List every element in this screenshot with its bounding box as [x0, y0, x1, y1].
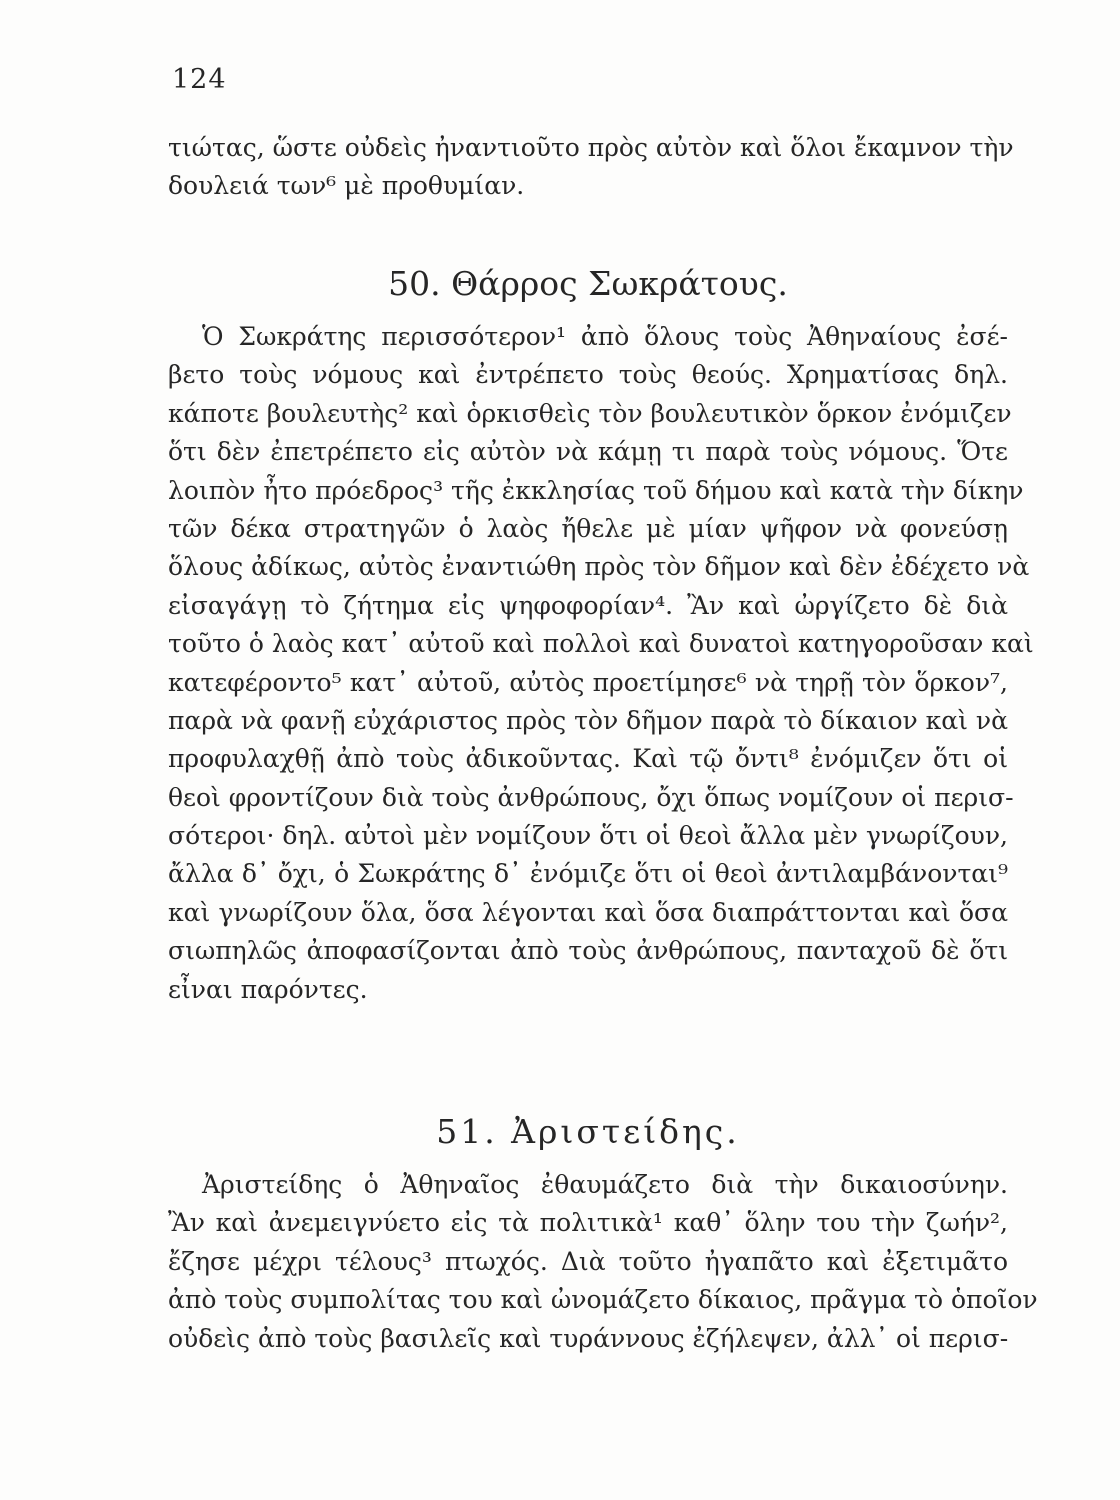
- text-line: εἶναι παρόντες.: [168, 974, 368, 1004]
- section-heading-50: 50. Θάρρος Σωκράτους.: [388, 264, 788, 303]
- text-line: τῶν δέκα στρατηγῶν ὁ λαὸς ἤθελε μὲ μίαν ψῆφον νὰ φονεύσῃ: [168, 513, 1008, 543]
- text-line: παρὰ νὰ φανῇ εὐχάριστος πρὸς τὸν δῆμον παρὰ τὸ δίκαιον καὶ νὰ: [168, 705, 1008, 735]
- text-line: ἄλλα δ᾽ ὄχι, ὁ Σωκράτης δ᾽ ἐνόμιζε ὅτι οἱ θεοὶ ἀντιλαμβάνονται⁹: [168, 859, 1008, 889]
- text-line: εἰσαγάγῃ τὸ ζήτημα εἰς ψηφοφορίαν⁴. Ἂν καὶ ὠργίζετο δὲ διὰ: [168, 590, 1008, 620]
- text-line: ὅλους ἀδίκως, αὐτὸς ἐναντιώθη πρὸς τὸν δῆμον καὶ δὲν ἐδέχετο νὰ: [168, 552, 1030, 582]
- section-heading-51: 51. Ἀριστείδης.: [436, 1112, 740, 1151]
- text-line: προφυλαχθῇ ἀπὸ τοὺς ἀδικοῦντας. Καὶ τῷ ὄντι⁸ ἐνόμιζεν ὅτι οἱ: [168, 744, 1008, 774]
- text-line: σότεροι· δηλ. αὐτοὶ μὲν νομίζουν ὅτι οἱ θεοὶ ἄλλα μὲν γνωρίζουν,: [168, 821, 1008, 851]
- text-line: κατεφέροντο⁵ κατ᾽ αὐτοῦ, αὐτὸς προετίμησε⁶ νὰ τηρῇ τὸν ὅρκον⁷,: [168, 667, 1008, 697]
- text-line: Ὁ Σωκράτης περισσότερον¹ ἀπὸ ὅλους τοὺς Ἀθηναίους ἐσέ-: [202, 322, 1008, 351]
- text-line: οὐδεὶς ἀπὸ τοὺς βασιλεῖς καὶ τυράννους ἐζήλεψεν, ἀλλ᾽ οἱ περισ-: [168, 1323, 1009, 1353]
- text-line: δουλειά των⁶ μὲ προθυμίαν.: [168, 171, 525, 201]
- text-line: βετο τοὺς νόμους καὶ ἐντρέπετο τοὺς θεούς. Χρηματίσας δηλ.: [168, 360, 1008, 390]
- text-line: ἀπὸ τοὺς συμπολίτας του καὶ ὠνομάζετο δίκαιος, πρᾶγμα τὸ ὁποῖον: [168, 1285, 1038, 1315]
- text-line: θεοὶ φροντίζουν διὰ τοὺς ἀνθρώπους, ὄχι ὅπως νομίζουν οἱ περισ-: [168, 782, 1014, 812]
- text-line: κάποτε βουλευτὴς² καὶ ὁρκισθεὶς τὸν βουλευτικὸν ὅρκον ἐνόμιζεν: [168, 398, 1012, 428]
- page-number: 124: [172, 64, 227, 95]
- text-line: σιωπηλῶς ἀποφασίζονται ἀπὸ τοὺς ἀνθρώπους, πανταχοῦ δὲ ὅτι: [168, 936, 1008, 966]
- text-line: Ἀριστείδης ὁ Ἀθηναῖος ἐθαυμάζετο διὰ τὴν δικαιοσύνην.: [202, 1170, 1008, 1199]
- section-50-body: [168, 318, 1034, 1009]
- text-line: Ἂν καὶ ἀνεμειγνύετο εἰς τὰ πολιτικὰ¹ καθ᾽ ὅλην του τὴν ζωήν²,: [168, 1208, 1008, 1238]
- text-line: τοῦτο ὁ λαὸς κατ᾽ αὐτοῦ καὶ πολλοὶ καὶ δυνατοὶ κατηγοροῦσαν καὶ: [168, 629, 1034, 659]
- paragraph-continuation: [168, 129, 1014, 206]
- text-line: ἔζησε μέχρι τέλους³ πτωχός. Διὰ τοῦτο ἠγαπᾶτο καὶ ἐξετιμᾶτο: [168, 1246, 1008, 1276]
- text-line: καὶ γνωρίζουν ὅλα, ὅσα λέγονται καὶ ὅσα διαπράττονται καὶ ὅσα: [168, 897, 1008, 927]
- text-line: λοιπὸν ἦτο πρόεδρος³ τῆς ἐκκλησίας τοῦ δήμου καὶ κατὰ τὴν δίκην: [168, 475, 1024, 505]
- text-line: ὅτι δὲν ἐπετρέπετο εἰς αὐτὸν νὰ κάμῃ τι παρὰ τοὺς νόμους. Ὅτε: [168, 437, 1008, 467]
- text-line: τιώτας, ὥστε οὐδεὶς ἠναντιοῦτο πρὸς αὐτὸν καὶ ὅλοι ἔκαμνον τὴν: [168, 133, 1014, 162]
- section-51-body: [168, 1166, 1038, 1358]
